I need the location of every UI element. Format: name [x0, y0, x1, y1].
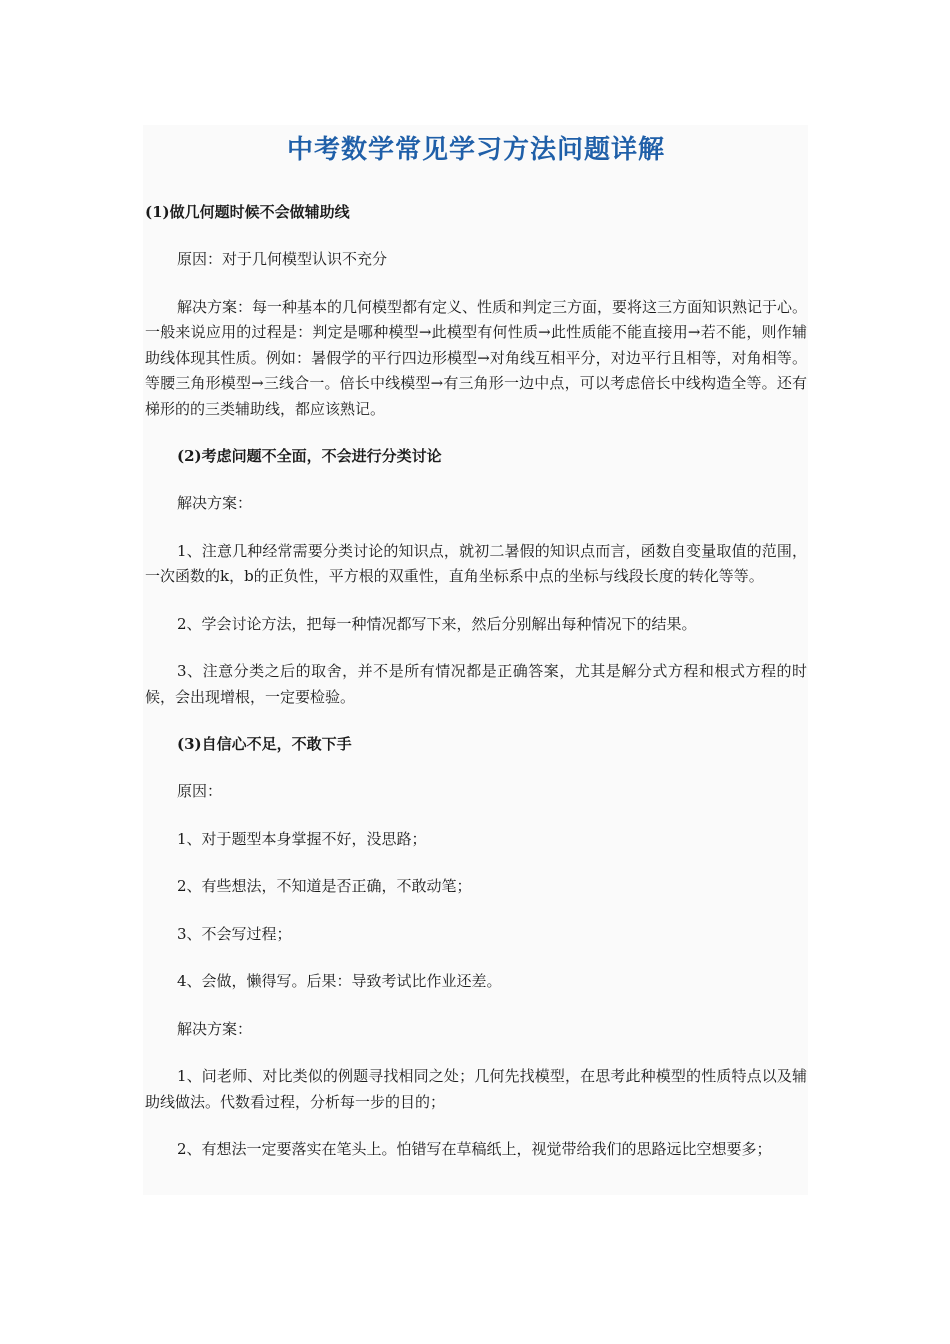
paragraph: 3、不会写过程； — [177, 924, 292, 943]
paragraph: 解决方案：每一种基本的几何模型都有定义、性质和判定三方面，要将这三方面知识熟记于心。一般来说应用的过程是：判定是哪种模型→此模型有何性质→此性质能不能直接用→若不能，则作辅助线体现其性质。例如：暑假学的平行四边形模型→对角线互相平分，对边平行且相等，对角相等。等腰三角形模型→三线合一。倍长中线模型→有三角形一边中点，可以考虑倍长中线构造全等。还有梯形的的三类辅助线，都应该熟记。 — [145, 297, 808, 418]
paragraph: 4、会做，懒得写。后果：导致考试比作业还差。 — [177, 972, 502, 990]
paragraph: 2、学会讨论方法，把每一种情况都写下来，然后分别解出每种情况下的结果。 — [177, 614, 697, 633]
paragraph: 原因：对于几何模型认识不充分 — [177, 250, 388, 268]
paragraph: 2、有些想法，不知道是否正确，不敢动笔； — [177, 877, 472, 895]
document-body — [145, 128, 807, 1163]
section-heading-2: (2)考虑问题不全面，不会进行分类讨论 — [177, 447, 442, 465]
paragraph: 1、注意几种经常需要分类讨论的知识点，就初二暑假的知识点而言，函数自变量取值的范围，一次函数的k，b的正负性，平方根的双重性，直角坐标系中点的坐标与线段长度的转化等等。 — [145, 541, 807, 585]
paragraph: 解决方案： — [177, 494, 253, 512]
section-heading-1: (1)做几何题时候不会做辅助线 — [145, 203, 350, 221]
paragraph: 1、对于题型本身掌握不好，没思路； — [177, 829, 427, 848]
paragraph: 解决方案： — [177, 1019, 253, 1038]
paragraph: 3、注意分类之后的取舍，并不是所有情况都是正确答案，尤其是解分式方程和根式方程的时候，会出现增根，一定要检验。 — [145, 662, 807, 706]
paragraph: 2、有想法一定要落实在笔头上。怕错写在草稿纸上，视觉带给我们的思路远比空想要多； — [177, 1140, 772, 1158]
paragraph: 原因： — [177, 782, 223, 800]
section-heading-3: (3)自信心不足，不敢下手 — [177, 735, 352, 753]
paragraph: 1、问老师、对比类似的例题寻找相同之处；几何先找模型，在思考此种模型的性质特点以及辅助线做法。代数看过程，分析每一步的目的； — [145, 1067, 807, 1111]
document-title: 中考数学常见学习方法问题详解 — [286, 135, 665, 165]
